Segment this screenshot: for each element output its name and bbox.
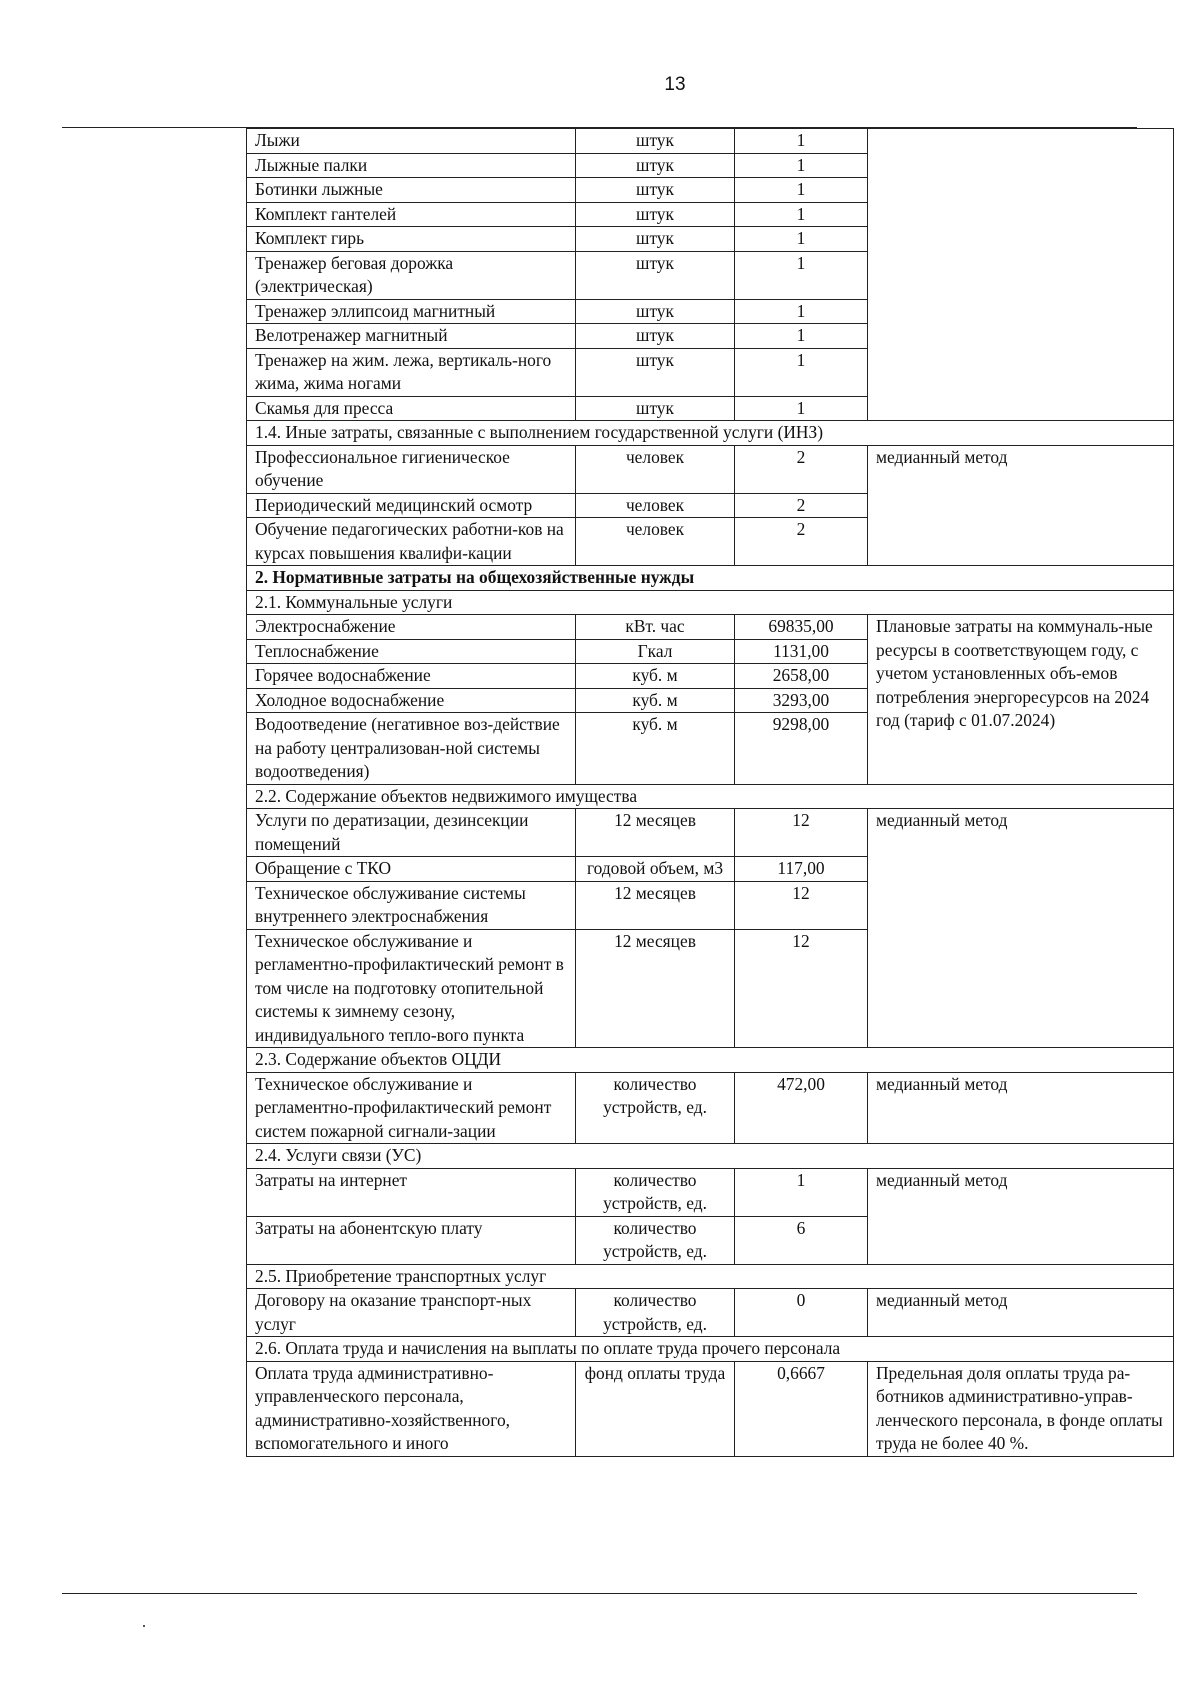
section-row [247, 1048, 1174, 1073]
item-qty: 1 [735, 348, 868, 396]
method-note: медианный метод [868, 445, 1174, 566]
section-title: 2.5. Приобретение транспортных услуг [247, 1264, 1174, 1289]
table-row [247, 1168, 1174, 1216]
section-title: 2.2. Содержание объектов недвижимого имущества [247, 784, 1174, 809]
item-unit: количество устройств, ед. [576, 1072, 735, 1144]
page-number: 13 [664, 74, 686, 95]
item-qty: 0 [735, 1289, 868, 1337]
item-name: Обучение педагогических работни-ков на курсах повышения квалифи-кации [247, 518, 576, 566]
item-unit: штук [576, 202, 735, 227]
section-title: 2.4. Услуги связи (УС) [247, 1144, 1174, 1169]
item-qty: 1 [735, 324, 868, 349]
item-qty: 1 [735, 153, 868, 178]
table-row [247, 129, 1174, 154]
item-unit: фонд оплаты труда [576, 1361, 735, 1456]
item-name: Договору на оказание транспорт-ных услуг [247, 1289, 576, 1337]
table-row [247, 445, 1174, 493]
section-row [247, 566, 1174, 591]
item-name: Скамья для пресса [247, 396, 576, 421]
item-qty: 6 [735, 1216, 868, 1264]
item-name: Лыжные палки [247, 153, 576, 178]
item-qty: 12 [735, 809, 868, 857]
item-unit: 12 месяцев [576, 929, 735, 1048]
item-name: Комплект гирь [247, 227, 576, 252]
item-qty: 1 [735, 251, 868, 299]
item-unit: штук [576, 299, 735, 324]
item-unit: человек [576, 493, 735, 518]
item-name: Ботинки лыжные [247, 178, 576, 203]
item-unit: человек [576, 445, 735, 493]
item-name: Комплект гантелей [247, 202, 576, 227]
item-unit: количество устройств, ед. [576, 1168, 735, 1216]
item-qty: 2 [735, 493, 868, 518]
section-row [247, 590, 1174, 615]
item-unit: штук [576, 178, 735, 203]
section-row [247, 421, 1174, 446]
item-qty: 1 [735, 202, 868, 227]
item-name: Техническое обслуживание и регламентно-профилактический ремонт в том числе на подготовку отопительной системы к зимнему сезону, индивидуального тепло-вого пункта [247, 929, 576, 1048]
item-qty: 117,00 [735, 857, 868, 882]
section-row [247, 1144, 1174, 1169]
item-name: Тренажер эллипсоид магнитный [247, 299, 576, 324]
item-name: Водоотведение (негативное воз-действие на работу централизован-ной системы водоотведения) [247, 713, 576, 785]
item-qty: 9298,00 [735, 713, 868, 785]
item-unit: штук [576, 251, 735, 299]
section-title: 2.3. Содержание объектов ОЦДИ [247, 1048, 1174, 1073]
item-unit: штук [576, 153, 735, 178]
item-qty: 1 [735, 178, 868, 203]
table-row [247, 615, 1174, 640]
item-name: Услуги по дератизации, дезинсекции помещений [247, 809, 576, 857]
item-unit: штук [576, 129, 735, 154]
item-name: Тренажер беговая дорожка (электрическая) [247, 251, 576, 299]
item-unit: человек [576, 518, 735, 566]
item-name: Холодное водоснабжение [247, 688, 576, 713]
method-note: медианный метод [868, 1168, 1174, 1264]
table-row [247, 1072, 1174, 1144]
item-unit: 12 месяцев [576, 809, 735, 857]
scan-speck [143, 1625, 145, 1627]
item-unit: штук [576, 396, 735, 421]
item-name: Обращение с ТКО [247, 857, 576, 882]
item-qty: 12 [735, 929, 868, 1048]
item-unit: штук [576, 324, 735, 349]
note-cell [868, 129, 1174, 421]
section-title: 1.4. Иные затраты, связанные с выполнением государственной услуги (ИНЗ) [247, 421, 1174, 446]
item-qty: 1131,00 [735, 639, 868, 664]
item-unit: куб. м [576, 713, 735, 785]
item-name: Велотренажер магнитный [247, 324, 576, 349]
item-name: Профессиональное гигиеническое обучение [247, 445, 576, 493]
item-unit: годовой объем, м3 [576, 857, 735, 882]
item-name: Периодический медицинский осмотр [247, 493, 576, 518]
item-qty: 1 [735, 396, 868, 421]
item-unit: количество устройств, ед. [576, 1289, 735, 1337]
method-note: медианный метод [868, 809, 1174, 1048]
item-unit: штук [576, 348, 735, 396]
item-qty: 1 [735, 299, 868, 324]
item-name: Теплоснабжение [247, 639, 576, 664]
item-name: Тренажер на жим. лежа, вертикаль-ного жима, жима ногами [247, 348, 576, 396]
section-row [247, 1337, 1174, 1362]
item-qty: 0,6667 [735, 1361, 868, 1456]
item-name: Лыжи [247, 129, 576, 154]
item-unit: Гкал [576, 639, 735, 664]
section-row [247, 1264, 1174, 1289]
item-qty: 3293,00 [735, 688, 868, 713]
item-qty: 2 [735, 445, 868, 493]
cost-table [246, 128, 1174, 1457]
item-unit: штук [576, 227, 735, 252]
item-unit: куб. м [576, 688, 735, 713]
item-qty: 2658,00 [735, 664, 868, 689]
item-name: Затраты на интернет [247, 1168, 576, 1216]
item-unit: 12 месяцев [576, 881, 735, 929]
section-title: 2. Нормативные затраты на общехозяйственные нужды [247, 566, 1174, 591]
method-note: медианный метод [868, 1072, 1174, 1144]
section-title: 2.1. Коммунальные услуги [247, 590, 1174, 615]
item-unit: куб. м [576, 664, 735, 689]
item-unit: кВт. час [576, 615, 735, 640]
item-qty: 1 [735, 129, 868, 154]
method-note: Плановые затраты на коммуналь-ные ресурсы в соответствующем году, с учетом установленных объ-емов потребления энергоресурсов на 2024 год (тариф с 01.07.2024) [868, 615, 1174, 785]
item-qty: 1 [735, 1168, 868, 1216]
item-qty: 12 [735, 881, 868, 929]
table-row [247, 1361, 1174, 1456]
item-qty: 1 [735, 227, 868, 252]
item-name: Горячее водоснабжение [247, 664, 576, 689]
item-qty: 69835,00 [735, 615, 868, 640]
method-note: Предельная доля оплаты труда ра-ботников административно-управ-ленческого персонала, в фонде оплаты труда не более 40 %. [868, 1361, 1174, 1456]
table-row [247, 809, 1174, 857]
footer-rule [62, 1593, 1137, 1594]
item-name: Оплата труда административно-управленческого персонала, административно-хозяйственного, вспомогательного и иного [247, 1361, 576, 1456]
item-name: Затраты на абонентскую плату [247, 1216, 576, 1264]
method-note: медианный метод [868, 1289, 1174, 1337]
item-name: Электроснабжение [247, 615, 576, 640]
item-name: Техническое обслуживание и регламентно-профилактический ремонт систем пожарной сигнали-зации [247, 1072, 576, 1144]
section-row [247, 784, 1174, 809]
section-title: 2.6. Оплата труда и начисления на выплаты по оплате труда прочего персонала [247, 1337, 1174, 1362]
item-unit: количество устройств, ед. [576, 1216, 735, 1264]
item-qty: 472,00 [735, 1072, 868, 1144]
item-qty: 2 [735, 518, 868, 566]
item-name: Техническое обслуживание системы внутреннего электроснабжения [247, 881, 576, 929]
table-row [247, 1289, 1174, 1337]
